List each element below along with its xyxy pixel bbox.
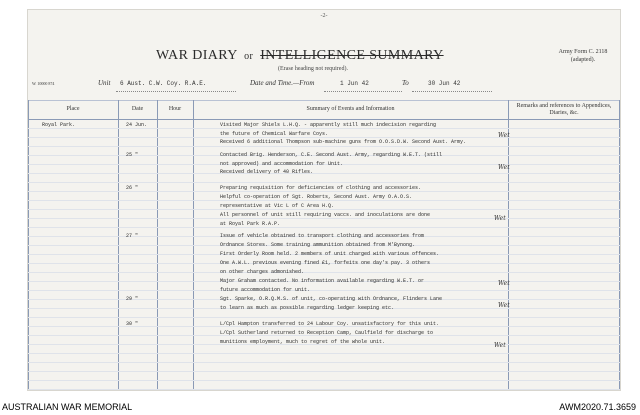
entry-line: Major Graham contacted. No information available regarding W.E.T. or — [220, 278, 425, 284]
date-to-underline — [412, 91, 492, 92]
unit-date-row — [28, 79, 620, 91]
ruled-line — [28, 371, 620, 372]
ruled-line — [28, 227, 620, 228]
entry-date: 24 Jun. — [126, 122, 148, 128]
entry-line: on other charges admonished. — [220, 269, 305, 275]
column-header-place: Place — [66, 106, 80, 112]
entry-line: munitions employment, much to regret of the whole unit. — [220, 339, 386, 345]
entry-place: Royal Park. — [42, 122, 76, 128]
entry-line: Helpful co-operation of Sgt. Roberts, Second Aust. Army O.A.O.S. — [220, 194, 413, 200]
entry-initials: Wet — [498, 280, 510, 287]
ruled-line — [28, 173, 620, 174]
entry-line: the future of Chemical Warfare Coys. — [220, 131, 329, 137]
unit-value: 6 Aust. C.W. Coy. R.A.E. — [120, 80, 207, 87]
date-from-underline — [324, 91, 402, 92]
entry-line: Contacted Brig. Henderson, C.E. Second Aust. Army, regarding W.E.T. (still — [220, 152, 443, 158]
entry-line: First Orderly Room held. 2 members of unit charged with various offences. — [220, 251, 440, 257]
entry-line: Preparing requisition for deficiencies of clothing and accessories. — [220, 185, 422, 191]
footer-institution: AUSTRALIAN WAR MEMORIAL — [2, 402, 133, 412]
entry-initials: Wet — [494, 215, 506, 222]
diary-sheet — [28, 10, 620, 390]
entry-line: Received 6 additional Thompson sub-machine guns from O.O.S.D.W. Second Aust. Army. — [220, 139, 467, 145]
entry-date: 25 " — [126, 152, 139, 158]
entry-date: 26 " — [126, 185, 139, 191]
army-form-sub: (adapted). — [570, 57, 596, 63]
entry-line: L/Cpl Hampton transferred to 24 Labour Coy. unsatisfactory for this unit. — [220, 321, 440, 327]
entry-line: to learn as much as possible regarding ledger keeping etc. — [220, 305, 395, 311]
ruled-line — [28, 362, 620, 363]
entry-initials: Wet — [494, 342, 506, 349]
column-header-remarks: Remarks and references to Appendices, Diaries, &c. — [516, 103, 612, 116]
title-war-diary: WAR DIARY — [156, 48, 238, 63]
date-to: 30 Jun 42 — [428, 80, 461, 87]
entry-initials: Wet — [498, 302, 510, 309]
unit-label: Unit — [98, 79, 111, 87]
entry-initials: Wet — [498, 164, 510, 171]
page-title — [156, 48, 444, 64]
ruled-line — [28, 380, 620, 381]
ruled-line — [28, 317, 620, 318]
ruled-line — [28, 353, 620, 354]
entry-line: future accommodation for unit. — [220, 287, 311, 293]
entry-line: Issue of vehicle obtained to transport clothing and accessories from — [220, 233, 425, 239]
entry-date: 30 " — [126, 321, 139, 327]
entry-line: representative at Vic L of C Area H.Q. — [220, 203, 335, 209]
army-form-number: Army Form C. 2118 — [558, 49, 608, 55]
erase-note: (Erase heading not required). — [278, 66, 348, 72]
title-intelligence-summary: INTELLIGENCE SUMMARY — [260, 48, 444, 63]
column-header-hour: Hour — [168, 106, 182, 112]
army-form-label — [548, 48, 618, 64]
date-from: 1 Jun 42 — [340, 80, 369, 87]
ruled-line — [28, 272, 620, 273]
column-header-summary: Summary of Events and Information — [306, 106, 395, 112]
unit-underline — [116, 91, 236, 92]
entry-date: 29 " — [126, 296, 139, 302]
title-or: or — [244, 51, 254, 62]
to-label: To — [402, 79, 409, 87]
date-label: Date and Time.—From — [250, 79, 315, 87]
ruled-line — [28, 290, 620, 291]
entry-line: All personnel of unit still requiring vaccs. and inoculations are done — [220, 212, 431, 218]
form-code: W. 10000 874 — [32, 81, 55, 86]
diary-table — [28, 100, 620, 390]
page-number: -2- — [320, 13, 328, 19]
column-header-date: Date — [131, 106, 144, 112]
entry-line: L/Cpl Sutherland returned to Reception Camp, Caulfield for discharge to — [220, 330, 434, 336]
footer-accession: AWM2020.71.3659 — [559, 402, 636, 412]
entry-line: Received delivery of 40 Rifles. — [220, 169, 314, 175]
table-top-rule — [28, 100, 620, 101]
entry-line: not approved) and accommodation for Unit. — [220, 161, 344, 167]
entry-line: Ordnance Stores. Some training ammunition obtained from M'Bynong. — [220, 242, 416, 248]
entry-line: One A.W.L. previous evening fined £1, forfeits one day's pay. 3 others — [220, 260, 431, 266]
entry-initials: Wet — [498, 132, 510, 139]
entry-line: Visited Major Shiels L.H.Q. - apparently still much indecision regarding — [220, 122, 437, 128]
ruled-line — [28, 389, 620, 390]
entry-line: at Royal Park R.A.P. — [220, 221, 281, 227]
archive-footer — [0, 402, 640, 415]
entry-date: 27 " — [126, 233, 139, 239]
entry-line: Sgt. Sparke, O.R.Q.M.S. of unit, co-operating with Ordnance, Flinders Lane — [220, 296, 443, 302]
